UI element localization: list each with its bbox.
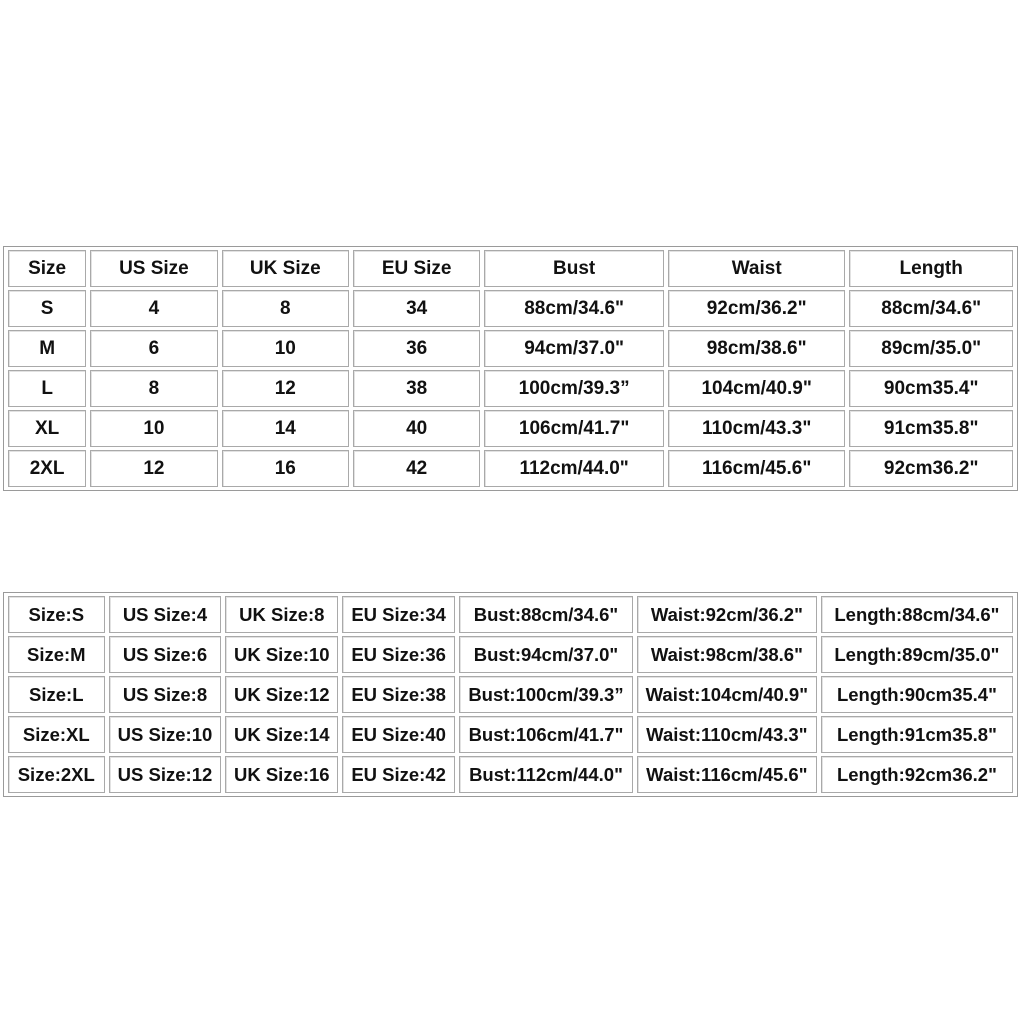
cell-waist: 116cm/45.6" bbox=[668, 450, 846, 487]
cell-size: Size:L bbox=[8, 676, 105, 713]
cell-eu-size: 42 bbox=[353, 450, 480, 487]
cell-size: Size:2XL bbox=[8, 756, 105, 793]
cell-length: 92cm36.2" bbox=[849, 450, 1013, 487]
cell-waist: 98cm/38.6" bbox=[668, 330, 846, 367]
cell-bust: Bust:88cm/34.6" bbox=[459, 596, 633, 633]
cell-eu-size: 38 bbox=[353, 370, 480, 407]
cell-length: Length:88cm/34.6" bbox=[821, 596, 1013, 633]
cell-uk-size: 12 bbox=[222, 370, 349, 407]
cell-bust: 94cm/37.0" bbox=[484, 330, 664, 367]
cell-eu-size: EU Size:42 bbox=[342, 756, 455, 793]
cell-uk-size: 14 bbox=[222, 410, 349, 447]
cell-length: Length:91cm35.8" bbox=[821, 716, 1013, 753]
cell-uk-size: 10 bbox=[222, 330, 349, 367]
cell-bust: 88cm/34.6" bbox=[484, 290, 664, 327]
cell-eu-size: 34 bbox=[353, 290, 480, 327]
table-row bbox=[8, 716, 1013, 753]
cell-us-size: US Size:12 bbox=[109, 756, 222, 793]
cell-bust: 112cm/44.0" bbox=[484, 450, 664, 487]
cell-eu-size: 40 bbox=[353, 410, 480, 447]
cell-bust: Bust:106cm/41.7" bbox=[459, 716, 633, 753]
cell-eu-size: EU Size:38 bbox=[342, 676, 455, 713]
cell-length: 90cm35.4" bbox=[849, 370, 1013, 407]
header-cell-eu-size: EU Size bbox=[353, 250, 480, 287]
cell-us-size: 4 bbox=[90, 290, 217, 327]
cell-uk-size: UK Size:10 bbox=[225, 636, 338, 673]
cell-length: Length:92cm36.2" bbox=[821, 756, 1013, 793]
cell-bust: Bust:94cm/37.0" bbox=[459, 636, 633, 673]
cell-bust: 100cm/39.3” bbox=[484, 370, 664, 407]
cell-us-size: US Size:6 bbox=[109, 636, 222, 673]
table-row bbox=[8, 330, 1013, 367]
cell-waist: Waist:116cm/45.6" bbox=[637, 756, 817, 793]
table-row bbox=[8, 596, 1013, 633]
cell-size: XL bbox=[8, 410, 86, 447]
table-row bbox=[8, 756, 1013, 793]
cell-length: 89cm/35.0" bbox=[849, 330, 1013, 367]
cell-length: Length:89cm/35.0" bbox=[821, 636, 1013, 673]
cell-bust: 106cm/41.7" bbox=[484, 410, 664, 447]
cell-eu-size: EU Size:40 bbox=[342, 716, 455, 753]
cell-uk-size: UK Size:8 bbox=[225, 596, 338, 633]
cell-bust: Bust:100cm/39.3” bbox=[459, 676, 633, 713]
cell-uk-size: 16 bbox=[222, 450, 349, 487]
cell-size: Size:M bbox=[8, 636, 105, 673]
header-row bbox=[8, 250, 1013, 287]
cell-us-size: US Size:4 bbox=[109, 596, 222, 633]
cell-waist: Waist:104cm/40.9" bbox=[637, 676, 817, 713]
header-cell-waist: Waist bbox=[668, 250, 846, 287]
cell-eu-size: EU Size:36 bbox=[342, 636, 455, 673]
cell-waist: 104cm/40.9" bbox=[668, 370, 846, 407]
cell-size: Size:XL bbox=[8, 716, 105, 753]
size-chart-table bbox=[3, 246, 1018, 491]
table-row bbox=[8, 370, 1013, 407]
table-row bbox=[8, 636, 1013, 673]
cell-bust: Bust:112cm/44.0" bbox=[459, 756, 633, 793]
cell-eu-size: EU Size:34 bbox=[342, 596, 455, 633]
cell-waist: Waist:98cm/38.6" bbox=[637, 636, 817, 673]
cell-us-size: US Size:8 bbox=[109, 676, 222, 713]
cell-uk-size: UK Size:14 bbox=[225, 716, 338, 753]
cell-us-size: 10 bbox=[90, 410, 217, 447]
cell-us-size: US Size:10 bbox=[109, 716, 222, 753]
cell-size: Size:S bbox=[8, 596, 105, 633]
cell-uk-size: UK Size:16 bbox=[225, 756, 338, 793]
cell-us-size: 8 bbox=[90, 370, 217, 407]
cell-size: M bbox=[8, 330, 86, 367]
header-cell-length: Length bbox=[849, 250, 1013, 287]
cell-size: 2XL bbox=[8, 450, 86, 487]
header-cell-us-size: US Size bbox=[90, 250, 217, 287]
cell-size: L bbox=[8, 370, 86, 407]
table-row bbox=[8, 290, 1013, 327]
cell-uk-size: UK Size:12 bbox=[225, 676, 338, 713]
cell-uk-size: 8 bbox=[222, 290, 349, 327]
table-row bbox=[8, 410, 1013, 447]
cell-waist: Waist:92cm/36.2" bbox=[637, 596, 817, 633]
cell-waist: 92cm/36.2" bbox=[668, 290, 846, 327]
cell-us-size: 6 bbox=[90, 330, 217, 367]
cell-eu-size: 36 bbox=[353, 330, 480, 367]
cell-size: S bbox=[8, 290, 86, 327]
cell-length: 91cm35.8" bbox=[849, 410, 1013, 447]
header-cell-size: Size bbox=[8, 250, 86, 287]
size-list-table bbox=[3, 592, 1018, 797]
cell-waist: Waist:110cm/43.3" bbox=[637, 716, 817, 753]
table-row bbox=[8, 450, 1013, 487]
cell-us-size: 12 bbox=[90, 450, 217, 487]
cell-waist: 110cm/43.3" bbox=[668, 410, 846, 447]
header-cell-bust: Bust bbox=[484, 250, 664, 287]
cell-length: 88cm/34.6" bbox=[849, 290, 1013, 327]
cell-length: Length:90cm35.4" bbox=[821, 676, 1013, 713]
header-cell-uk-size: UK Size bbox=[222, 250, 349, 287]
table-row bbox=[8, 676, 1013, 713]
